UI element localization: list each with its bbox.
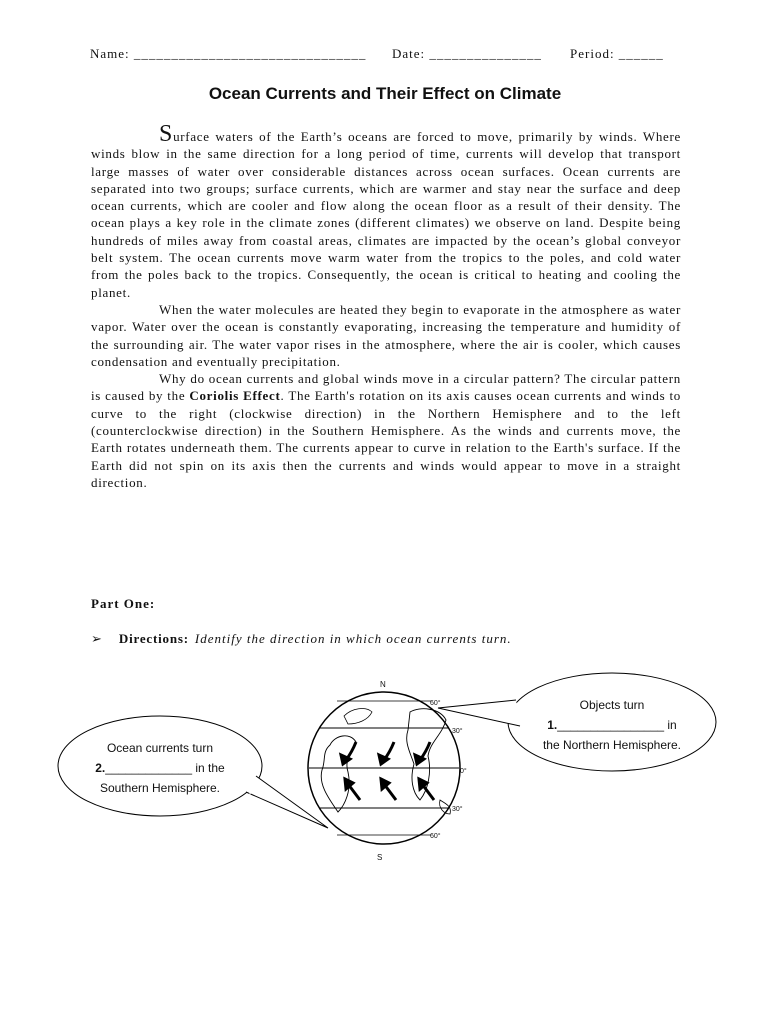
left-bubble-line1: Ocean currents turn	[106, 741, 214, 755]
lat-0-label: 0°	[460, 768, 467, 775]
name-field[interactable]: Name: _______________________________	[90, 46, 367, 61]
lat-60s-label: 60°	[430, 833, 441, 840]
date-field[interactable]: Date: _______________	[392, 46, 542, 61]
paragraph-3-text-b: . The Earth's rotation on its axis causes ocean currents and winds to curve to the right (clockwise direction) in the Northern Hemisphere and to the left (counterclockwise direction) in the Southern Hemisphere. As the winds and currents move, the Earth rotates underneath them. The currents appear to curve in relation to the Earth's surface. If the Earth did not spin on its axis then the currents and winds would appear to move in a straight direction.	[91, 388, 681, 490]
right-bubble-line3: the Northern Hemisphere.	[542, 738, 682, 752]
left-bubble-line2	[70, 758, 250, 778]
directions-label: Directions:	[118, 631, 189, 646]
answer-1-blank[interactable]: ________________	[557, 718, 665, 732]
paragraph-2: When the water molecules are heated they begin to evaporate in the atmosphere as water vapor. Water over the ocean is constantly evaporating, increasing the temperature and humidity of the surrounding air. The water vapor rises in the atmosphere, where the air is cooler, which causes condensation and eventually precipitation.	[91, 301, 681, 369]
right-bubble-line2	[520, 715, 704, 735]
left-bubble-suffix: in the	[192, 761, 225, 775]
left-bubble-line3: Southern Hemisphere.	[99, 781, 221, 795]
paragraph-1	[91, 121, 681, 301]
answer-2-blank[interactable]: _____________	[105, 761, 193, 775]
paragraph-1-text: urface waters of the Earth’s oceans are forced to move, primarily by winds. Where winds blow in the same direction for a long period of time, currents will develop that transport large masses of water over considerable distances across ocean surfaces. Ocean currents are separated into two groups; surface currents, which are warmer and stay near the surface and deep ocean currents, which are cooler and flow along the ocean floor as a result of their density. The ocean plays a key role in the climate zones (different climates) we observe on land. Despite being hundreds of miles away from coastal areas, climates are impacted by the ocean’s global conveyor belt system. The ocean currents move warm water from the tropics to the poles, and cold water from the poles back to the tropics. Consequently, the ocean is critical to heating and cooling the planet.	[91, 129, 681, 300]
right-bubble-text	[520, 695, 704, 755]
coriolis-term: Coriolis Effect	[189, 388, 281, 404]
lat-60n-label: 60°	[430, 700, 441, 707]
right-bubble-suffix: in	[664, 718, 677, 732]
globe	[308, 692, 460, 844]
answer-2-number: 2.	[95, 761, 106, 775]
reading-passage	[91, 121, 681, 491]
left-bubble-text	[70, 738, 250, 798]
north-label: N	[380, 680, 386, 689]
lat-30n-label: 30°	[452, 728, 463, 735]
paragraph-3-text-a: Why do ocean currents and global winds move in a circular pattern? The circular pattern is caused by the	[91, 371, 681, 404]
part-one-heading: Part One:	[91, 596, 156, 611]
lat-30s-label: 30°	[452, 806, 463, 813]
south-label: S	[377, 853, 383, 862]
period-field[interactable]: Period: ______	[570, 46, 664, 61]
paragraph-3	[91, 370, 681, 491]
right-bubble-line1: Objects turn	[579, 698, 645, 712]
answer-1-number: 1.	[547, 718, 558, 732]
page-title: Ocean Currents and Their Effect on Climate	[208, 84, 562, 103]
directions-text: Identify the direction in which ocean currents turn.	[194, 631, 512, 646]
directions	[91, 631, 512, 647]
arrow-bullet-icon: ➢	[91, 631, 103, 646]
drop-cap: S	[159, 121, 174, 147]
